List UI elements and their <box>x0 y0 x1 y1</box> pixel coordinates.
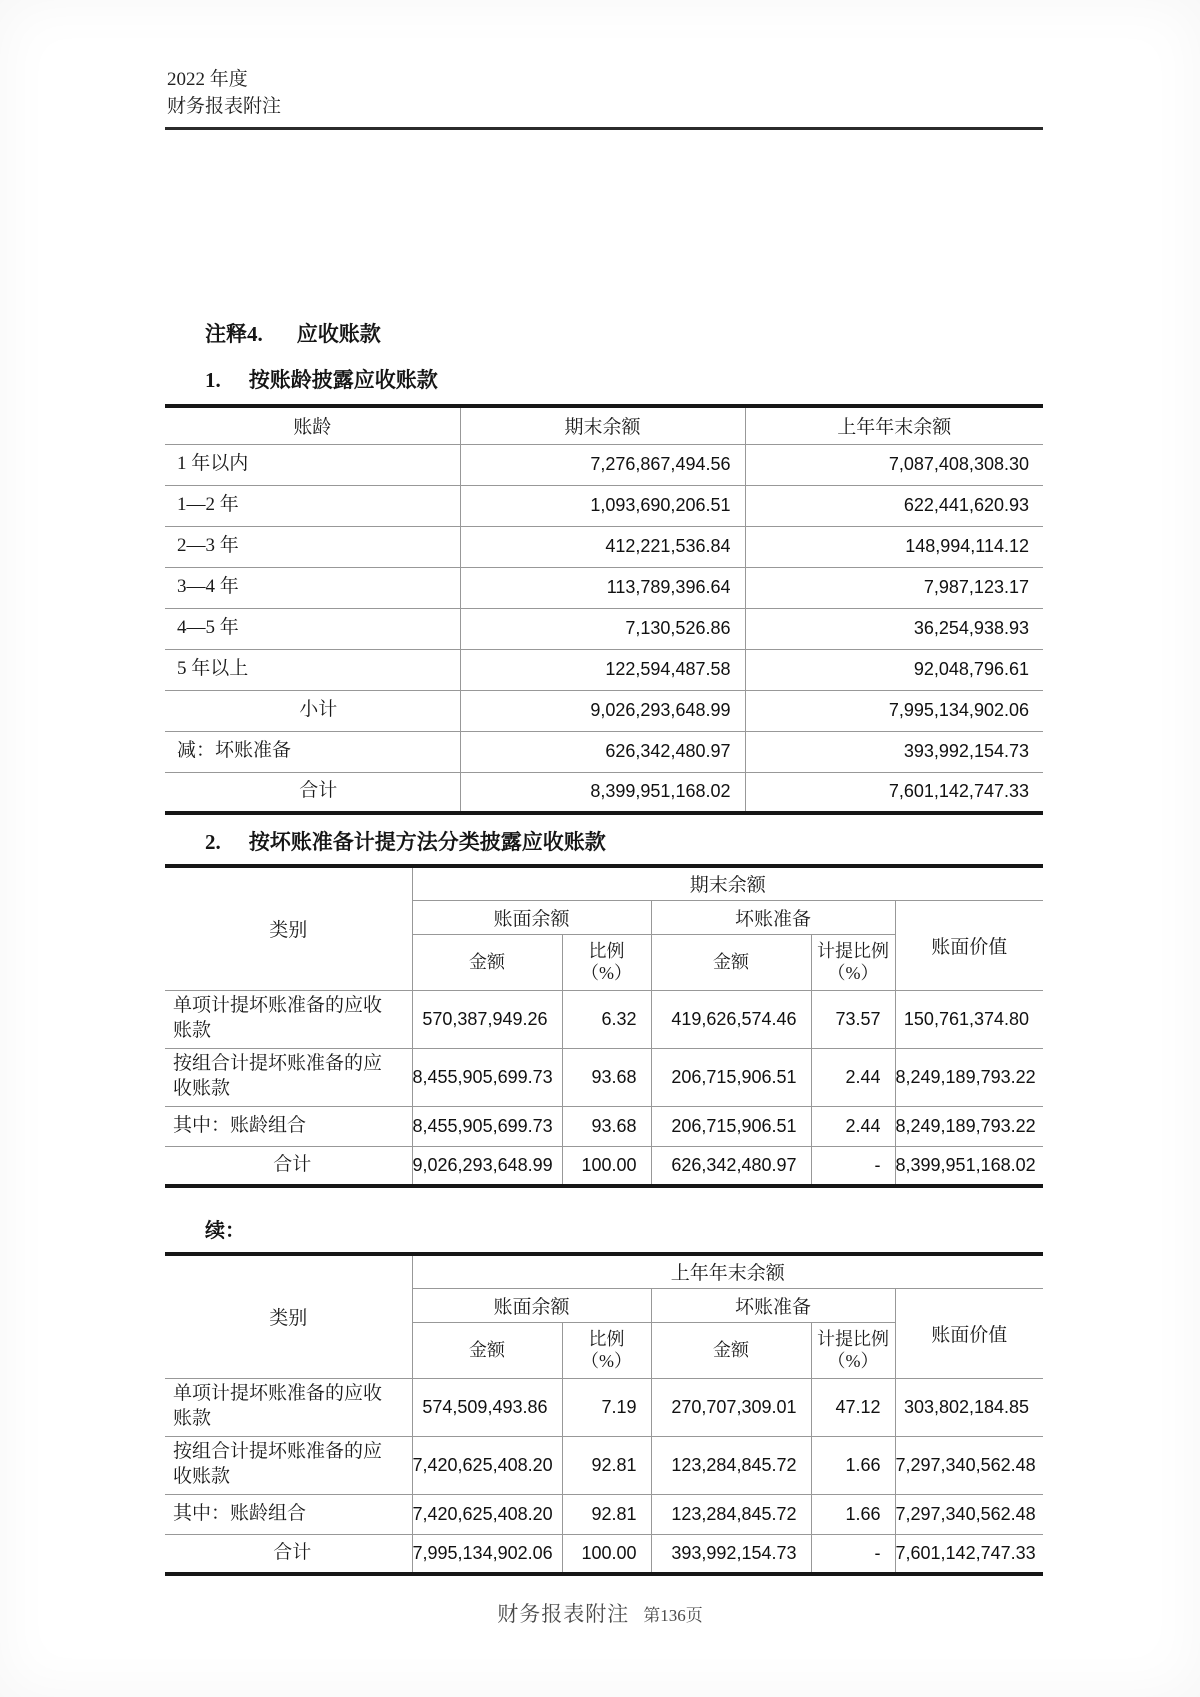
section1-number: 1. <box>205 368 221 392</box>
category-cell: 单项计提坏账准备的应收账款 <box>165 1378 412 1436</box>
book-balance-header: 账面余额 <box>412 1288 651 1322</box>
category-cell: 其中：账龄组合 <box>165 1106 412 1146</box>
carrying-value: 150,761,374.80 <box>895 990 1043 1048</box>
doc-title: 财务报表附注 <box>167 96 282 117</box>
note-text: 应收账款 <box>296 322 381 346</box>
period-header: 上年年末余额 <box>412 1254 1043 1288</box>
prior-period-value: 7,995,134,902.06 <box>745 690 1043 731</box>
category-cell: 按组合计提坏账准备的应收账款 <box>165 1048 412 1106</box>
amount-header: 金额 <box>412 934 562 990</box>
current-period-value: 626,342,480.97 <box>460 731 745 772</box>
prior-period-value: 393,992,154.73 <box>745 731 1043 772</box>
book-amount-value: 7,995,134,902.06 <box>412 1534 562 1574</box>
carrying-value-header: 账面价值 <box>895 900 1043 990</box>
category-cell: 单项计提坏账准备的应收账款 <box>165 990 412 1048</box>
ratio-header <box>562 934 651 990</box>
row-label: 4—5 年 <box>165 608 460 649</box>
book-ratio-value: 100.00 <box>562 1146 651 1186</box>
provision-header-unit: （%） <box>827 963 879 983</box>
provision-ratio-value: - <box>811 1534 895 1574</box>
provision-ratio-value: 47.12 <box>811 1378 895 1436</box>
carrying-value: 8,249,189,793.22 <box>895 1048 1043 1106</box>
category-header: 类别 <box>165 1254 412 1378</box>
provision-ratio-value: 2.44 <box>811 1106 895 1146</box>
book-ratio-value: 100.00 <box>562 1534 651 1574</box>
provision-header-label: 计提比例 <box>817 940 889 961</box>
total-row <box>165 772 1043 813</box>
bad-debt-header: 坏账准备 <box>651 1288 895 1322</box>
provision-ratio-value: 73.57 <box>811 990 895 1048</box>
table-row <box>165 1378 1043 1436</box>
subtotal-row <box>165 690 1043 731</box>
amount-header: 金额 <box>412 1322 562 1378</box>
total-row <box>165 1146 1043 1186</box>
table-row <box>165 649 1043 690</box>
section1-text: 按账龄披露应收账款 <box>248 368 438 392</box>
prior-period-value: 7,987,123.17 <box>745 567 1043 608</box>
ratio-header-label: 比例 <box>588 1328 625 1349</box>
provision-method-table-current <box>165 864 1043 1188</box>
period-header-row <box>165 1254 1043 1288</box>
table-row <box>165 1436 1043 1494</box>
doc-year: 2022 年度 <box>167 69 248 90</box>
provision-ratio-value: - <box>811 1146 895 1186</box>
book-amount-value: 9,026,293,648.99 <box>412 1146 562 1186</box>
book-ratio-value: 6.32 <box>562 990 651 1048</box>
table-row <box>165 567 1043 608</box>
baddebt-amount-value: 206,715,906.51 <box>651 1106 811 1146</box>
table-row <box>165 608 1043 649</box>
table-row <box>165 1048 1043 1106</box>
row-label: 2—3 年 <box>165 526 460 567</box>
table-row <box>165 485 1043 526</box>
period-header-row <box>165 866 1043 900</box>
baddebt-amount-value: 206,715,906.51 <box>651 1048 811 1106</box>
period-header: 期末余额 <box>412 866 1043 900</box>
section2-text: 按坏账准备计提方法分类披露应收账款 <box>248 830 606 854</box>
table-row <box>165 1106 1043 1146</box>
aging-header-prior: 上年年末余额 <box>745 406 1043 444</box>
aging-header-current: 期末余额 <box>460 406 745 444</box>
aging-header-age: 账龄 <box>165 406 460 444</box>
current-period-value: 7,130,526.86 <box>460 608 745 649</box>
row-label: 3—4 年 <box>165 567 460 608</box>
baddebt-amount-value: 123,284,845.72 <box>651 1436 811 1494</box>
carrying-value: 7,601,142,747.33 <box>895 1534 1043 1574</box>
table-row <box>165 444 1043 485</box>
page-footer <box>0 1598 1200 1628</box>
amount-header: 金额 <box>651 1322 811 1378</box>
current-period-value: 113,789,396.64 <box>460 567 745 608</box>
book-ratio-value: 7.19 <box>562 1378 651 1436</box>
category-header: 类别 <box>165 866 412 990</box>
baddebt-amount-value: 270,707,309.01 <box>651 1378 811 1436</box>
baddebt-amount-value: 626,342,480.97 <box>651 1146 811 1186</box>
prior-period-value: 7,601,142,747.33 <box>745 772 1043 813</box>
prior-period-value: 36,254,938.93 <box>745 608 1043 649</box>
ratio-header-label: 比例 <box>588 940 625 961</box>
provision-method-table-prior <box>165 1252 1043 1576</box>
current-period-value: 8,399,951,168.02 <box>460 772 745 813</box>
provision-ratio-header <box>811 1322 895 1378</box>
aging-header-row <box>165 406 1043 444</box>
row-label: 减：坏账准备 <box>165 731 460 772</box>
bad-debt-header: 坏账准备 <box>651 900 895 934</box>
row-label: 1—2 年 <box>165 485 460 526</box>
header-rule <box>165 127 1043 130</box>
table-row <box>165 731 1043 772</box>
table-row <box>165 990 1043 1048</box>
book-ratio-value: 92.81 <box>562 1494 651 1534</box>
prior-period-value: 622,441,620.93 <box>745 485 1043 526</box>
carrying-value: 8,249,189,793.22 <box>895 1106 1043 1146</box>
note-title <box>205 318 381 348</box>
section2-title <box>205 826 606 856</box>
baddebt-amount-value: 123,284,845.72 <box>651 1494 811 1534</box>
section2-number: 2. <box>205 830 221 854</box>
footer-title: 财务报表附注 <box>497 1602 630 1626</box>
row-label: 5 年以上 <box>165 649 460 690</box>
ratio-header <box>562 1322 651 1378</box>
provision-header-unit: （%） <box>827 1351 879 1371</box>
provision-ratio-value: 1.66 <box>811 1436 895 1494</box>
prior-period-value: 148,994,114.12 <box>745 526 1043 567</box>
row-label: 小计 <box>165 690 460 731</box>
amount-header: 金额 <box>651 934 811 990</box>
row-label: 1 年以内 <box>165 444 460 485</box>
row-label: 合计 <box>165 772 460 813</box>
ratio-header-unit: （%） <box>581 963 632 983</box>
category-cell: 按组合计提坏账准备的应收账款 <box>165 1436 412 1494</box>
current-period-value: 9,026,293,648.99 <box>460 690 745 731</box>
provision-ratio-value: 2.44 <box>811 1048 895 1106</box>
provision-ratio-value: 1.66 <box>811 1494 895 1534</box>
book-amount-value: 8,455,905,699.73 <box>412 1048 562 1106</box>
current-period-value: 412,221,536.84 <box>460 526 745 567</box>
book-ratio-value: 93.68 <box>562 1048 651 1106</box>
carrying-value-header: 账面价值 <box>895 1288 1043 1378</box>
table-row <box>165 1494 1043 1534</box>
carrying-value: 303,802,184.85 <box>895 1378 1043 1436</box>
provision-ratio-header <box>811 934 895 990</box>
section1-title <box>205 364 438 394</box>
category-cell: 合计 <box>165 1534 412 1574</box>
book-amount-value: 7,420,625,408.20 <box>412 1436 562 1494</box>
category-cell: 合计 <box>165 1146 412 1186</box>
baddebt-amount-value: 419,626,574.46 <box>651 990 811 1048</box>
note-number: 注释4. <box>205 322 263 346</box>
aging-table <box>165 404 1043 815</box>
provision-header-label: 计提比例 <box>817 1328 889 1349</box>
doc-header <box>167 66 281 120</box>
book-amount-value: 574,509,493.86 <box>412 1378 562 1436</box>
current-period-value: 122,594,487.58 <box>460 649 745 690</box>
total-row <box>165 1534 1043 1574</box>
current-period-value: 1,093,690,206.51 <box>460 485 745 526</box>
prior-period-value: 92,048,796.61 <box>745 649 1043 690</box>
book-amount-value: 8,455,905,699.73 <box>412 1106 562 1146</box>
book-amount-value: 7,420,625,408.20 <box>412 1494 562 1534</box>
book-ratio-value: 93.68 <box>562 1106 651 1146</box>
carrying-value: 7,297,340,562.48 <box>895 1436 1043 1494</box>
prior-period-value: 7,087,408,308.30 <box>745 444 1043 485</box>
table-row <box>165 526 1043 567</box>
footer-page-number: 第136页 <box>643 1606 703 1625</box>
carrying-value: 7,297,340,562.48 <box>895 1494 1043 1534</box>
carrying-value: 8,399,951,168.02 <box>895 1146 1043 1186</box>
current-period-value: 7,276,867,494.56 <box>460 444 745 485</box>
baddebt-amount-value: 393,992,154.73 <box>651 1534 811 1574</box>
book-ratio-value: 92.81 <box>562 1436 651 1494</box>
book-balance-header: 账面余额 <box>412 900 651 934</box>
book-amount-value: 570,387,949.26 <box>412 990 562 1048</box>
ratio-header-unit: （%） <box>581 1351 632 1371</box>
category-cell: 其中：账龄组合 <box>165 1494 412 1534</box>
continued-label: 续： <box>205 1220 245 1242</box>
